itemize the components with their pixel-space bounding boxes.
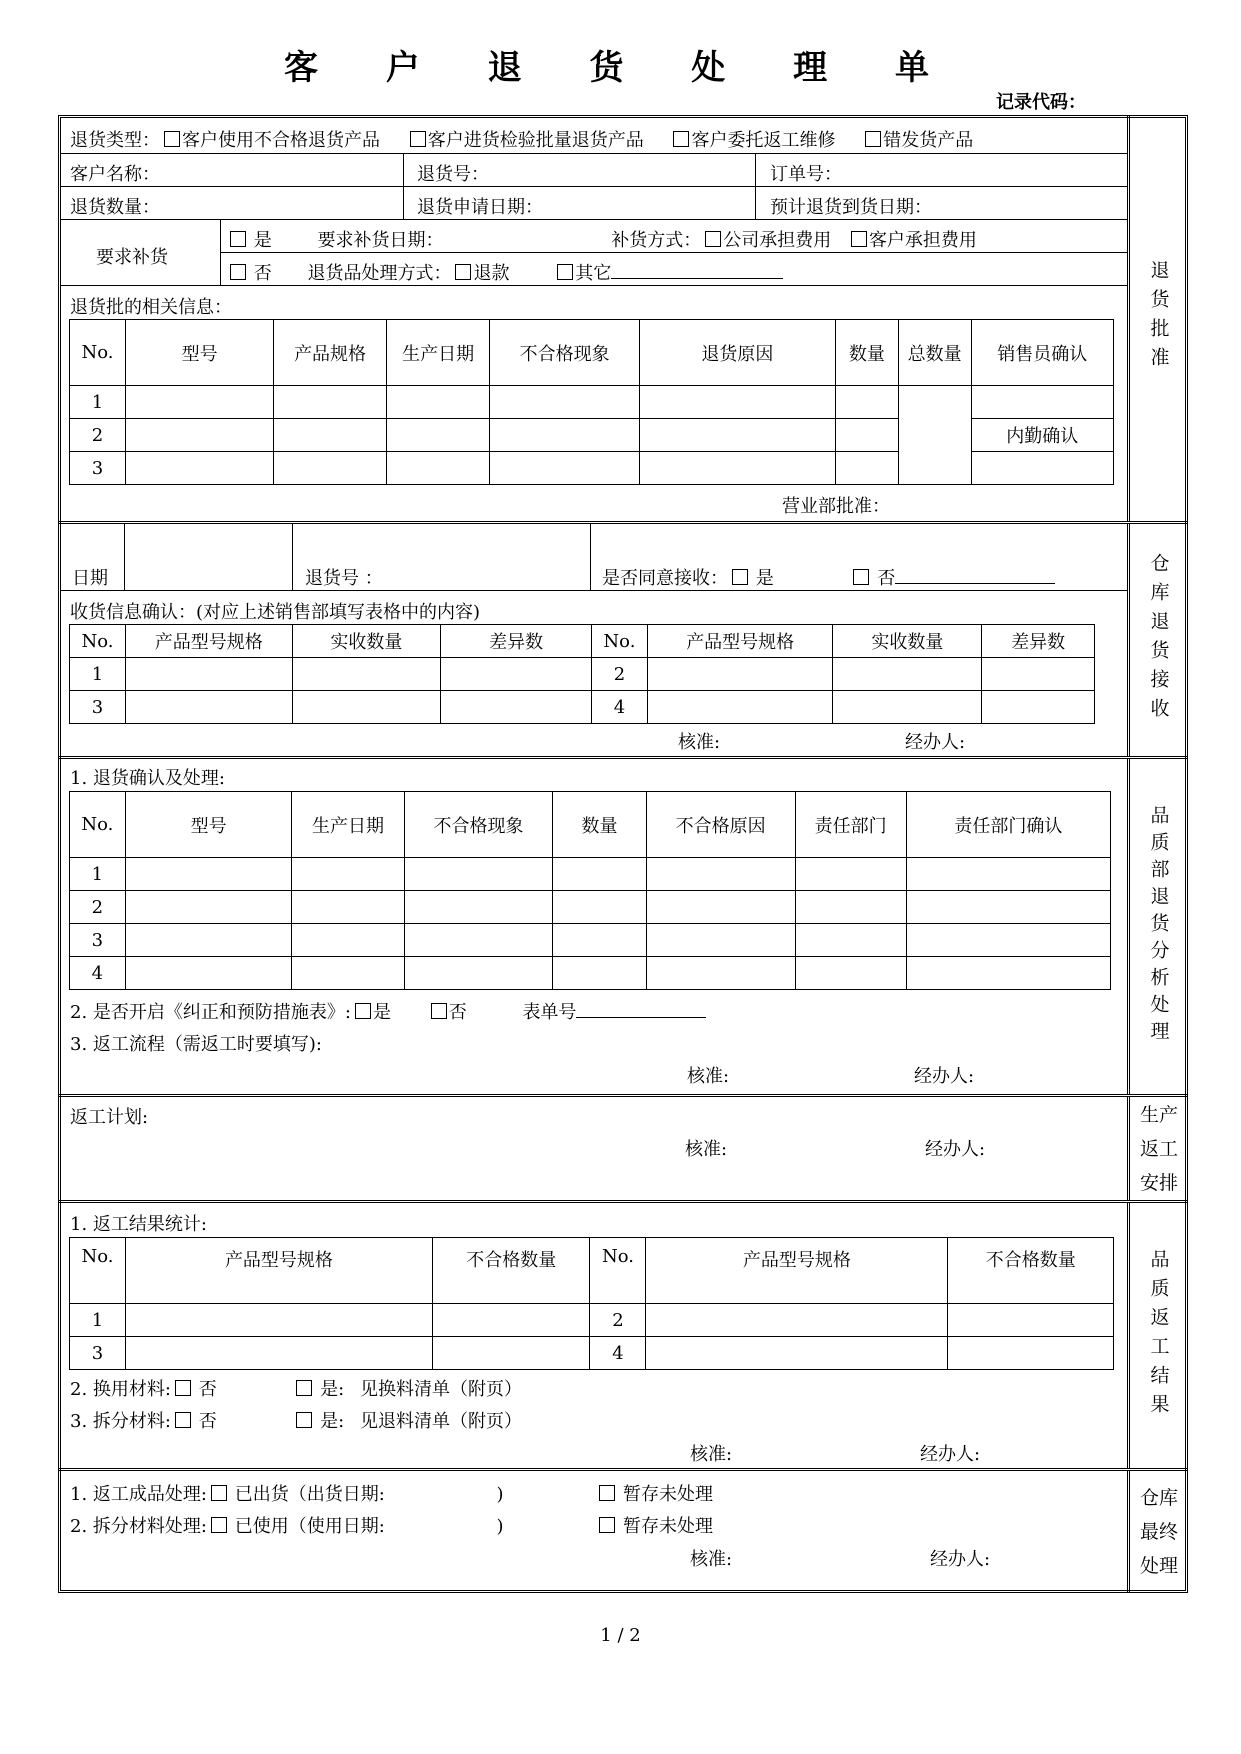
receipt-handler: 经办人: bbox=[905, 732, 966, 753]
section-divider bbox=[58, 1468, 1188, 1471]
record-code-label: 记录代码： bbox=[996, 92, 1086, 113]
rework-result-table: No. 产品型号规格 不合格数量 No. 产品型号规格 不合格数量 1 2 3 4 bbox=[69, 1237, 1114, 1370]
col-no: No. bbox=[70, 320, 126, 386]
final-handler: 经办人: bbox=[930, 1549, 991, 1570]
checkbox-agree-no[interactable] bbox=[853, 569, 869, 585]
table-row: 4 bbox=[70, 957, 1111, 990]
quality-analysis-table: No. 型号 生产日期 不合格现象 数量 不合格原因 责任部门 责任部门确认 1 2 3 4 bbox=[69, 791, 1111, 990]
replace-material-row: 2. 换用材料: 否 是: 见换料清单（附页） bbox=[70, 1379, 522, 1400]
form-title: 客 户 退 货 处 理 单 bbox=[283, 48, 958, 88]
other-blank[interactable] bbox=[611, 260, 783, 279]
production-approve: 核准: bbox=[685, 1139, 728, 1160]
internal-confirm: 内勤确认 bbox=[971, 419, 1113, 452]
replenish-no-row: 否 退货品处理方式： 退款 其它 bbox=[226, 259, 783, 285]
side-label-quality-analysis: 品质部退货分析处理 bbox=[1127, 759, 1188, 1094]
table-row: 1 bbox=[70, 386, 1114, 419]
receipt-approve: 核准: bbox=[678, 732, 721, 753]
batch-info-label: 退货批的相关信息： bbox=[70, 297, 232, 318]
expected-date-field[interactable]: 预计退货到货日期： bbox=[770, 197, 932, 218]
checkbox-replenish-yes[interactable] bbox=[230, 231, 246, 247]
checkbox-refund[interactable] bbox=[455, 264, 471, 280]
section-divider bbox=[58, 1200, 1188, 1203]
return-no-field[interactable]: 退货号： bbox=[417, 164, 489, 185]
checkbox-material-pending[interactable] bbox=[599, 1517, 615, 1533]
checkbox-replace-yes[interactable] bbox=[296, 1380, 312, 1396]
agree-no-blank[interactable] bbox=[895, 565, 1055, 584]
checkbox-rework-repair[interactable] bbox=[673, 131, 689, 147]
checkbox-capa-no[interactable] bbox=[431, 1003, 447, 1019]
checkbox-split-yes[interactable] bbox=[296, 1412, 312, 1428]
rework-flow-label: 3. 返工流程（需返工时要填写): bbox=[70, 1034, 322, 1055]
return-type-row: 退货类型： 客户使用不合格退货产品 客户进货检验批量退货产品 客户委托返工维修 错发货产品 bbox=[70, 130, 974, 151]
quality-handler: 经办人: bbox=[914, 1066, 975, 1087]
table-row: 1 2 bbox=[70, 658, 1095, 691]
quality-approve: 核准: bbox=[687, 1066, 730, 1087]
table-row: 3 4 bbox=[70, 1337, 1114, 1370]
section-divider bbox=[58, 1094, 1188, 1097]
table-row: 1 bbox=[70, 858, 1111, 891]
receipt-return-no: 退货号 ： bbox=[305, 568, 383, 589]
checkbox-finished-pending[interactable] bbox=[599, 1485, 615, 1501]
replenish-label: 要求补货 bbox=[96, 247, 168, 268]
checkbox-customer-cost[interactable] bbox=[851, 231, 867, 247]
rework-result-handler: 经办人: bbox=[920, 1444, 981, 1465]
checkbox-wrong-shipment[interactable] bbox=[865, 131, 881, 147]
return-confirm-label: 1. 退货确认及处理: bbox=[70, 768, 225, 789]
form-no-blank[interactable] bbox=[576, 999, 706, 1018]
side-label-warehouse-receipt: 仓库退货接收 bbox=[1127, 524, 1188, 756]
side-label-production-rework: 生产返工安排 bbox=[1127, 1097, 1188, 1200]
checkbox-shipped[interactable] bbox=[211, 1485, 227, 1501]
checkbox-replace-no[interactable] bbox=[175, 1380, 191, 1396]
finished-goods-row: 1. 返工成品处理: 已出货（出货日期: ) 暂存未处理 bbox=[70, 1484, 714, 1505]
agree-receive-row: 是否同意接收： 是 否 bbox=[602, 564, 1055, 590]
page-number: 1 / 2 bbox=[600, 1625, 641, 1646]
receipt-table: No. 产品型号规格 实收数量 差异数 No. 产品型号规格 实收数量 差异数 1 2 3 4 bbox=[69, 624, 1095, 724]
table-row: 2 bbox=[70, 891, 1111, 924]
checkbox-agree-yes[interactable] bbox=[732, 569, 748, 585]
production-handler: 经办人: bbox=[925, 1139, 986, 1160]
rework-stats-label: 1. 返工结果统计: bbox=[70, 1214, 207, 1235]
side-label-return-approval: 退货批准 bbox=[1127, 115, 1188, 521]
apply-date-field[interactable]: 退货申请日期： bbox=[417, 197, 543, 218]
checkbox-other[interactable] bbox=[557, 264, 573, 280]
table-row: 2 内勤确认 bbox=[70, 419, 1114, 452]
capa-row: 2. 是否开启《纠正和预防措施表》: 是 否 表单号 bbox=[70, 998, 706, 1024]
checkbox-split-no[interactable] bbox=[175, 1412, 191, 1428]
checkbox-company-cost[interactable] bbox=[705, 231, 721, 247]
receipt-date-label: 日期 bbox=[72, 568, 108, 589]
customer-name-field[interactable]: 客户名称： bbox=[70, 164, 160, 185]
side-label-rework-result: 品质返工结果 bbox=[1127, 1203, 1188, 1468]
rework-result-approve: 核准: bbox=[690, 1444, 733, 1465]
return-batch-table: No. 型号 产品规格 生产日期 不合格现象 退货原因 数量 总数量 销售员确认 1 2 内勤确认 3 bbox=[69, 319, 1114, 485]
checkbox-unqualified-use[interactable] bbox=[164, 131, 180, 147]
replenish-yes-row: 是 要求补货日期： 补货方式： 公司承担费用 客户承担费用 bbox=[226, 226, 977, 252]
order-no-field[interactable]: 订单号： bbox=[770, 164, 842, 185]
split-material-row: 3. 拆分材料: 否 是: 见退料清单（附页） bbox=[70, 1411, 522, 1432]
table-row: 1 2 bbox=[70, 1304, 1114, 1337]
table-row: 3 bbox=[70, 452, 1114, 485]
checkbox-capa-yes[interactable] bbox=[355, 1003, 371, 1019]
rework-plan-label: 返工计划: bbox=[70, 1107, 149, 1128]
table-row: 3 4 bbox=[70, 691, 1095, 724]
section-divider bbox=[58, 521, 1188, 524]
checkbox-replenish-no[interactable] bbox=[230, 264, 246, 280]
final-approve: 核准: bbox=[690, 1549, 733, 1570]
table-row: 3 bbox=[70, 924, 1111, 957]
sales-approve: 营业部批准： bbox=[782, 496, 890, 517]
receipt-info-label: 收货信息确认：(对应上述销售部填写表格中的内容) bbox=[70, 602, 481, 623]
return-qty-field[interactable]: 退货数量： bbox=[70, 197, 160, 218]
side-label-warehouse-final: 仓库最终处理 bbox=[1127, 1471, 1188, 1593]
split-material-handling-row: 2. 拆分材料处理: 已使用（使用日期: ) 暂存未处理 bbox=[70, 1516, 714, 1537]
section-divider bbox=[58, 756, 1188, 759]
checkbox-used[interactable] bbox=[211, 1517, 227, 1533]
checkbox-incoming-batch[interactable] bbox=[410, 131, 426, 147]
